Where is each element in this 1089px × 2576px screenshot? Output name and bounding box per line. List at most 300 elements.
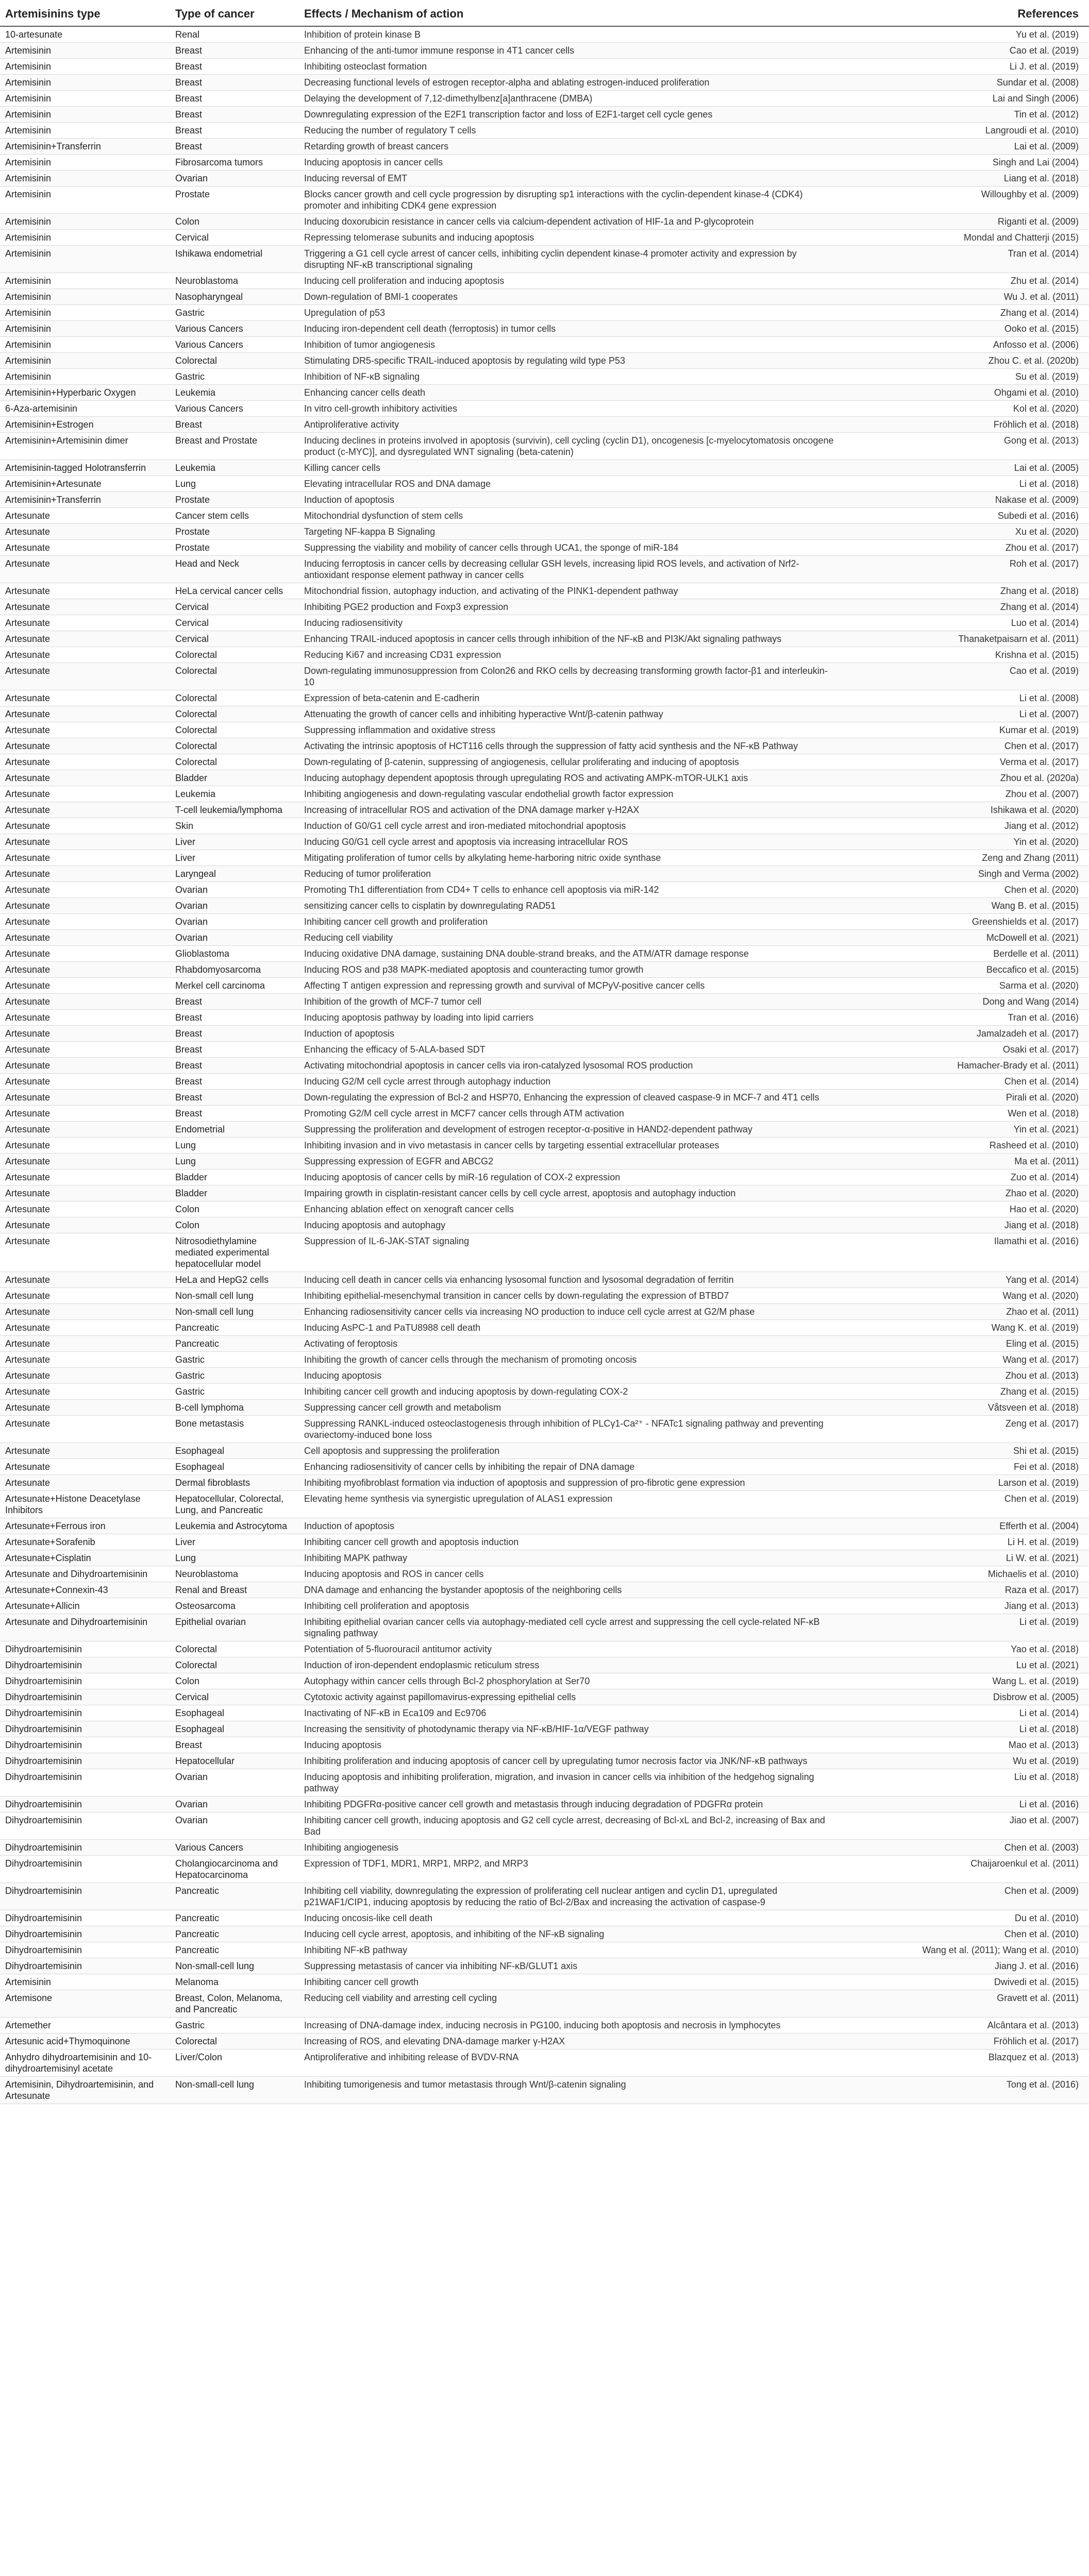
cell-reference: Efferth et al. (2004) xyxy=(840,1518,1089,1534)
cell-reference: Tran et al. (2016) xyxy=(840,1010,1089,1026)
cell-cancer-type: Breast and Prostate xyxy=(170,433,299,460)
cell-reference: Zhang et al. (2018) xyxy=(840,583,1089,599)
cell-reference: Zhou et al. (2007) xyxy=(840,786,1089,802)
cell-drug: Artesunate xyxy=(0,1170,170,1185)
cell-effect: Enhancing the efficacy of 5-ALA-based SDT xyxy=(299,1042,840,1058)
cell-cancer-type: Leukemia xyxy=(170,385,299,401)
cell-reference: Chen et al. (2009) xyxy=(840,1883,1089,1910)
cell-reference: Eling et al. (2015) xyxy=(840,1336,1089,1352)
cell-effect: Killing cancer cells xyxy=(299,460,840,476)
cell-reference: Wu et al. (2019) xyxy=(840,1753,1089,1769)
cell-reference: Gong et al. (2013) xyxy=(840,433,1089,460)
cell-cancer-type: Ovarian xyxy=(170,1812,299,1840)
table-row xyxy=(0,1753,1089,1769)
cell-cancer-type: Non-small cell lung xyxy=(170,1304,299,1320)
cell-reference: Jiang et al. (2018) xyxy=(840,1217,1089,1233)
table-row xyxy=(0,866,1089,882)
cell-effect: Increasing the sensitivity of photodynamic therapy via NF-κB/HIF-1α/VEGF pathway xyxy=(299,1721,840,1737)
cell-effect: Inducing autophagy dependent apoptosis through upregulating ROS and activating AMPK-mTOR-ULK1 axis xyxy=(299,770,840,786)
cell-reference: Langroudi et al. (2010) xyxy=(840,123,1089,139)
cell-effect: Increasing of ROS, and elevating DNA-damage marker γ-H2AX xyxy=(299,2033,840,2049)
cell-cancer-type: Esophageal xyxy=(170,1705,299,1721)
cell-cancer-type: Cervical xyxy=(170,599,299,615)
cell-reference: Michaelis et al. (2010) xyxy=(840,1566,1089,1582)
cell-reference: Ishikawa et al. (2020) xyxy=(840,802,1089,818)
cell-cancer-type: Breast xyxy=(170,994,299,1010)
cell-effect: Enhancing TRAIL-induced apoptosis in cancer cells through inhibition of the NF-κB and PI3K/Akt signaling pathways xyxy=(299,631,840,647)
cell-cancer-type: Nasopharyngeal xyxy=(170,289,299,305)
cell-reference: Krishna et al. (2015) xyxy=(840,647,1089,663)
cell-cancer-type: Leukemia and Astrocytoma xyxy=(170,1518,299,1534)
cell-cancer-type: Non-small-cell lung xyxy=(170,1958,299,1974)
table-row xyxy=(0,1958,1089,1974)
table-row xyxy=(0,1491,1089,1518)
cell-reference: Chen et al. (2014) xyxy=(840,1074,1089,1090)
cell-cancer-type: Cervical xyxy=(170,615,299,631)
cell-drug: Artemisinin xyxy=(0,369,170,385)
cell-reference: Thanaketpaisarn et al. (2011) xyxy=(840,631,1089,647)
cell-reference: Du et al. (2010) xyxy=(840,1910,1089,1926)
cell-drug: Artemisinin+Artemisinin dimer xyxy=(0,433,170,460)
cell-cancer-type: Bone metastasis xyxy=(170,1416,299,1443)
cell-cancer-type: Ovarian xyxy=(170,898,299,914)
cell-cancer-type: Lung xyxy=(170,1550,299,1566)
table-row xyxy=(0,914,1089,930)
cell-reference: McDowell et al. (2021) xyxy=(840,930,1089,946)
cell-effect: Inhibiting cancer cell growth xyxy=(299,1974,840,1990)
cell-cancer-type: Ovarian xyxy=(170,930,299,946)
cell-drug: Artemisinin+Hyperbaric Oxygen xyxy=(0,385,170,401)
cell-effect: Inducing cell death in cancer cells via enhancing lysosomal function and lysosomal degradation of ferritin xyxy=(299,1272,840,1288)
table-row xyxy=(0,1122,1089,1138)
table-row xyxy=(0,91,1089,107)
cell-effect: Suppressing the proliferation and development of estrogen receptor-α-positive in HAND2-dependent pathway xyxy=(299,1122,840,1138)
cell-effect: Inhibiting NF-κB pathway xyxy=(299,1942,840,1958)
cell-reference: Roh et al. (2017) xyxy=(840,556,1089,583)
cell-cancer-type: Head and Neck xyxy=(170,556,299,583)
cell-drug: Dihydroartemisinin xyxy=(0,1721,170,1737)
table-row xyxy=(0,1058,1089,1074)
cell-drug: Artesunate xyxy=(0,647,170,663)
cell-effect: Mitochondrial fission, autophagy induction, and activating of the PINK1-dependent pathway xyxy=(299,583,840,599)
cell-effect: Activating mitochondrial apoptosis in cancer cells via iron-catalyzed lysosomal ROS production xyxy=(299,1058,840,1074)
cell-drug: Artesunate xyxy=(0,690,170,706)
cell-reference: Li H. et al. (2019) xyxy=(840,1534,1089,1550)
cell-drug: Dihydroartemisinin xyxy=(0,1689,170,1705)
cell-effect: Activating the intrinsic apoptosis of HCT116 cells through the suppression of fatty acid synthesis and the NF-κB Pathway xyxy=(299,738,840,754)
table-row xyxy=(0,1320,1089,1336)
cell-effect: Inhibiting tumorigenesis and tumor metastasis through Wnt/β-catenin signaling xyxy=(299,2077,840,2104)
table-row xyxy=(0,385,1089,401)
table-row xyxy=(0,2018,1089,2033)
cell-drug: Artesunate xyxy=(0,524,170,540)
cell-drug: Artesunate xyxy=(0,1475,170,1491)
cell-drug: Artesunate xyxy=(0,706,170,722)
table-row xyxy=(0,770,1089,786)
table-row xyxy=(0,353,1089,369)
cell-effect: Inhibiting angiogenesis and down-regulating vascular endothelial growth factor expression xyxy=(299,786,840,802)
cell-effect: Inducing apoptosis pathway by loading into lipid carriers xyxy=(299,1010,840,1026)
cell-effect: Elevating heme synthesis via synergistic upregulation of ALAS1 expression xyxy=(299,1491,840,1518)
table-row xyxy=(0,631,1089,647)
cell-effect: Enhancing radiosensitivity cancer cells via increasing NO production to induce cell cycle arrest at G2/M phase xyxy=(299,1304,840,1320)
cell-effect: Inducing apoptosis and autophagy xyxy=(299,1217,840,1233)
table-row xyxy=(0,615,1089,631)
table-row xyxy=(0,802,1089,818)
cell-cancer-type: Gastric xyxy=(170,1384,299,1400)
cell-reference: Kumar et al. (2019) xyxy=(840,722,1089,738)
cell-reference: Disbrow et al. (2005) xyxy=(840,1689,1089,1705)
cell-reference: Li W. et al. (2021) xyxy=(840,1550,1089,1566)
cell-cancer-type: Ovarian xyxy=(170,1797,299,1812)
cell-cancer-type: Cervical xyxy=(170,1689,299,1705)
table-row xyxy=(0,599,1089,615)
cell-cancer-type: Rhabdomyosarcoma xyxy=(170,962,299,978)
cell-cancer-type: Breast xyxy=(170,123,299,139)
cell-drug: Artesunate xyxy=(0,1352,170,1368)
cell-cancer-type: Lung xyxy=(170,1138,299,1154)
cell-reference: Fröhlich et al. (2017) xyxy=(840,2033,1089,2049)
cell-reference: Jiao et al. (2007) xyxy=(840,1812,1089,1840)
cell-reference: Zhou et al. (2020a) xyxy=(840,770,1089,786)
table-row xyxy=(0,898,1089,914)
table-row xyxy=(0,401,1089,417)
table-row xyxy=(0,930,1089,946)
cell-effect: Down-regulating of β-catenin, suppressing of angiogenesis, cellular proliferating and inducing of apoptosis xyxy=(299,754,840,770)
table-row xyxy=(0,1201,1089,1217)
cell-cancer-type: Colorectal xyxy=(170,706,299,722)
table-row xyxy=(0,1352,1089,1368)
cell-cancer-type: Colorectal xyxy=(170,2033,299,2049)
cell-reference: Wang et al. (2017) xyxy=(840,1352,1089,1368)
table-row xyxy=(0,230,1089,246)
cell-drug: Artesunate xyxy=(0,978,170,994)
cell-effect: Suppressing metastasis of cancer via inhibiting NF-κB/GLUT1 axis xyxy=(299,1958,840,1974)
cell-effect: Upregulation of p53 xyxy=(299,305,840,321)
cell-reference: Liu et al. (2018) xyxy=(840,1769,1089,1797)
table-row xyxy=(0,738,1089,754)
cell-reference: Rasheed et al. (2010) xyxy=(840,1138,1089,1154)
cell-drug: Artesunate xyxy=(0,1122,170,1138)
table-row xyxy=(0,1010,1089,1026)
cell-drug: Artesunate xyxy=(0,631,170,647)
cell-drug: Dihydroartemisinin xyxy=(0,1958,170,1974)
cell-effect: Down-regulating immunosuppression from Colon26 and RKO cells by decreasing transforming growth factor-β1 and interleukin-10 xyxy=(299,663,840,690)
cell-cancer-type: Breast xyxy=(170,417,299,433)
cell-cancer-type: Colon xyxy=(170,1217,299,1233)
cell-cancer-type: Gastric xyxy=(170,1368,299,1384)
cell-effect: Suppressing expression of EGFR and ABCG2 xyxy=(299,1154,840,1170)
cell-reference: Singh and Lai (2004) xyxy=(840,155,1089,171)
cell-cancer-type: Esophageal xyxy=(170,1459,299,1475)
cell-effect: Reducing cell viability xyxy=(299,930,840,946)
cell-drug: Artesunate+Allicin xyxy=(0,1598,170,1614)
cell-drug: Artemisinin xyxy=(0,155,170,171)
cell-effect: Inhibiting myofibroblast formation via induction of apoptosis and suppression of pro-fibrotic gene expression xyxy=(299,1475,840,1491)
cell-drug: Artesunate xyxy=(0,898,170,914)
table-row xyxy=(0,1074,1089,1090)
cell-cancer-type: Pancreatic xyxy=(170,1336,299,1352)
cell-effect: Inhibiting epithelial ovarian cancer cells via autophagy-mediated cell cycle arrest and suppressing the cell cycle-related NF-κB signaling pathway xyxy=(299,1614,840,1641)
header-references: References xyxy=(840,0,1089,26)
cell-drug: Artesunate xyxy=(0,1042,170,1058)
cell-drug: Artesunate xyxy=(0,508,170,524)
cell-reference: Våtsveen et al. (2018) xyxy=(840,1400,1089,1416)
cell-reference: Berdelle et al. (2011) xyxy=(840,946,1089,962)
table-row xyxy=(0,1233,1089,1272)
cell-effect: Inhibiting cancer cell growth and inducing apoptosis by down-regulating COX-2 xyxy=(299,1384,840,1400)
cell-drug: Artesunate xyxy=(0,866,170,882)
cell-reference: Wang L. et al. (2019) xyxy=(840,1673,1089,1689)
cell-effect: Inducing AsPC-1 and PaTU8988 cell death xyxy=(299,1320,840,1336)
cell-drug: Artesunate xyxy=(0,946,170,962)
cell-effect: Inducing apoptosis and inhibiting proliferation, migration, and invasion in cancer cells via inhibition of the hedgehog signaling pathway xyxy=(299,1769,840,1797)
cell-drug: Artesunate xyxy=(0,1058,170,1074)
cell-effect: Inducing radiosensitivity xyxy=(299,615,840,631)
cell-reference: Zhou et al. (2013) xyxy=(840,1368,1089,1384)
table-row xyxy=(0,882,1089,898)
cell-drug: Dihydroartemisinin xyxy=(0,1737,170,1753)
cell-cancer-type: Melanoma xyxy=(170,1974,299,1990)
cell-cancer-type: Ishikawa endometrial xyxy=(170,246,299,273)
cell-cancer-type: Breast xyxy=(170,107,299,123)
cell-reference: Zhang et al. (2014) xyxy=(840,599,1089,615)
header-drug: Artemisinins type xyxy=(0,0,170,26)
table-row xyxy=(0,1689,1089,1705)
cell-effect: Inhibition of NF-κB signaling xyxy=(299,369,840,385)
cell-drug: Dihydroartemisinin xyxy=(0,1910,170,1926)
cell-drug: Artemisinin xyxy=(0,337,170,353)
table-row xyxy=(0,187,1089,214)
cell-drug: Artemisinin xyxy=(0,214,170,230)
cell-drug: Artesunate xyxy=(0,1272,170,1288)
cell-reference: Zhang et al. (2014) xyxy=(840,305,1089,321)
cell-drug: Dihydroartemisinin xyxy=(0,1673,170,1689)
cell-drug: Artesunate+Histone Deacetylase Inhibitors xyxy=(0,1491,170,1518)
cell-reference: Lai and Singh (2006) xyxy=(840,91,1089,107)
cell-drug: Artesunate xyxy=(0,599,170,615)
cell-cancer-type: Breast xyxy=(170,75,299,91)
cell-effect: Inducing doxorubicin resistance in cancer cells via calcium-dependent activation of HIF-1a and P-glycoprotein xyxy=(299,214,840,230)
table-row xyxy=(0,289,1089,305)
cell-effect: Inducing cell proliferation and inducing apoptosis xyxy=(299,273,840,289)
cell-reference: Lai et al. (2009) xyxy=(840,139,1089,155)
cell-effect: Inducing reversal of EMT xyxy=(299,171,840,187)
table-row xyxy=(0,433,1089,460)
table-row xyxy=(0,1042,1089,1058)
table-row xyxy=(0,492,1089,508)
cell-cancer-type: Gastric xyxy=(170,369,299,385)
cell-reference: Chen et al. (2019) xyxy=(840,1491,1089,1518)
cell-drug: Artesunate xyxy=(0,1185,170,1201)
cell-effect: Down-regulating the expression of Bcl-2 and HSP70, Enhancing the expression of cleaved caspase-9 in MCF-7 and 4T1 cells xyxy=(299,1090,840,1106)
cell-reference: Larson et al. (2019) xyxy=(840,1475,1089,1491)
cell-drug: Artemisinin xyxy=(0,1974,170,1990)
cell-cancer-type: Colorectal xyxy=(170,722,299,738)
cell-reference: Lu et al. (2021) xyxy=(840,1657,1089,1673)
cell-cancer-type: HeLa and HepG2 cells xyxy=(170,1272,299,1288)
cell-cancer-type: Pancreatic xyxy=(170,1320,299,1336)
cell-reference: Zhou et al. (2017) xyxy=(840,540,1089,556)
cell-effect: Impairing growth in cisplatin-resistant cancer cells by cell cycle arrest, apoptosis and autophagy induction xyxy=(299,1185,840,1201)
table-row xyxy=(0,1154,1089,1170)
cell-drug: Artemisinin xyxy=(0,43,170,59)
cell-cancer-type: Colorectal xyxy=(170,353,299,369)
cell-effect: Suppressing cancer cell growth and metabolism xyxy=(299,1400,840,1416)
cell-drug: 10-artesunate xyxy=(0,26,170,43)
cell-cancer-type: Colon xyxy=(170,1201,299,1217)
cell-effect: Activating of feroptosis xyxy=(299,1336,840,1352)
cell-drug: Artesunate+Connexin-43 xyxy=(0,1582,170,1598)
table-row xyxy=(0,337,1089,353)
cell-effect: Down-regulation of BMI-1 cooperates xyxy=(299,289,840,305)
cell-effect: Inducing iron-dependent cell death (ferroptosis) in tumor cells xyxy=(299,321,840,337)
table-row xyxy=(0,1856,1089,1883)
cell-cancer-type: Colon xyxy=(170,214,299,230)
table-row xyxy=(0,1459,1089,1475)
table-row xyxy=(0,1797,1089,1812)
table-row xyxy=(0,1400,1089,1416)
cell-drug: Artesunate xyxy=(0,1320,170,1336)
cell-drug: Anhydro dihydroartemisinin and 10-dihydroartemisinyl acetate xyxy=(0,2049,170,2077)
table-row xyxy=(0,1106,1089,1122)
cell-cancer-type: Neuroblastoma xyxy=(170,273,299,289)
cell-cancer-type: Cervical xyxy=(170,631,299,647)
cell-effect: Targeting NF-kappa B Signaling xyxy=(299,524,840,540)
table-row xyxy=(0,1721,1089,1737)
cell-effect: Stimulating DR5-specific TRAIL-induced apoptosis by regulating wild type P53 xyxy=(299,353,840,369)
table-row xyxy=(0,155,1089,171)
cell-cancer-type: T-cell leukemia/lymphoma xyxy=(170,802,299,818)
table-row xyxy=(0,1272,1089,1288)
cell-effect: Inhibiting the growth of cancer cells through the mechanism of promoting oncosis xyxy=(299,1352,840,1368)
cell-reference: Zuo et al. (2014) xyxy=(840,1170,1089,1185)
cell-cancer-type: Leukemia xyxy=(170,460,299,476)
cell-effect: Inhibiting cell proliferation and apoptosis xyxy=(299,1598,840,1614)
table-row xyxy=(0,1840,1089,1856)
cell-cancer-type: Bladder xyxy=(170,1185,299,1201)
cell-effect: Inhibiting cancer cell growth and proliferation xyxy=(299,914,840,930)
cell-reference: Anfosso et al. (2006) xyxy=(840,337,1089,353)
cell-reference: Tin et al. (2012) xyxy=(840,107,1089,123)
cell-reference: Yang et al. (2014) xyxy=(840,1272,1089,1288)
cell-drug: Dihydroartemisinin xyxy=(0,1856,170,1883)
cell-drug: Artemisinin xyxy=(0,107,170,123)
table-row xyxy=(0,305,1089,321)
cell-cancer-type: Colorectal xyxy=(170,1657,299,1673)
cell-cancer-type: Colorectal xyxy=(170,754,299,770)
cell-reference: Hamacher-Brady et al. (2011) xyxy=(840,1058,1089,1074)
cell-drug: Artesunate xyxy=(0,850,170,866)
cell-cancer-type: Breast xyxy=(170,59,299,75)
cell-drug: Artesunate xyxy=(0,818,170,834)
cell-effect: Potentiation of 5-fluorouracil antitumor activity xyxy=(299,1641,840,1657)
cell-drug: Dihydroartemisinin xyxy=(0,1753,170,1769)
cell-cancer-type: Non-small-cell lung xyxy=(170,2077,299,2104)
cell-reference: Tran et al. (2014) xyxy=(840,246,1089,273)
table-row xyxy=(0,417,1089,433)
cell-effect: Induction of G0/G1 cell cycle arrest and iron-mediated mitochondrial apoptosis xyxy=(299,818,840,834)
header-cancer: Type of cancer xyxy=(170,0,299,26)
cell-cancer-type: Nitrosodiethylamine mediated experimental hepatocellular model xyxy=(170,1233,299,1272)
table-row xyxy=(0,978,1089,994)
cell-drug: Dihydroartemisinin xyxy=(0,1840,170,1856)
cell-effect: Blocks cancer growth and cell cycle progression by disrupting sp1 interactions with the cyclin-dependent kinase-4 (CDK4) promoter and inhibiting CDK4 gene expression xyxy=(299,187,840,214)
table-row xyxy=(0,1910,1089,1926)
cell-effect: Reducing the number of regulatory T cells xyxy=(299,123,840,139)
cell-effect: Inhibiting epithelial-mesenchymal transition in cancer cells by down-regulating the expression of BTBD7 xyxy=(299,1288,840,1304)
cell-reference: Jiang J. et al. (2016) xyxy=(840,1958,1089,1974)
cell-drug: Artesunate xyxy=(0,1154,170,1170)
cell-reference: Luo et al. (2014) xyxy=(840,615,1089,631)
cell-effect: Cytotoxic activity against papillomavirus-expressing epithelial cells xyxy=(299,1689,840,1705)
cell-cancer-type: Esophageal xyxy=(170,1721,299,1737)
table-row xyxy=(0,962,1089,978)
table-row xyxy=(0,1443,1089,1459)
cell-drug: Artesunate xyxy=(0,802,170,818)
cell-cancer-type: Renal and Breast xyxy=(170,1582,299,1598)
cell-cancer-type: Gastric xyxy=(170,1352,299,1368)
cell-cancer-type: Liver xyxy=(170,834,299,850)
cell-cancer-type: Liver xyxy=(170,850,299,866)
table-row xyxy=(0,508,1089,524)
cell-cancer-type: Various Cancers xyxy=(170,401,299,417)
cell-drug: Artemisinin+Transferrin xyxy=(0,492,170,508)
cell-drug: Artesunate xyxy=(0,1217,170,1233)
table-row xyxy=(0,139,1089,155)
cell-drug: Artemisinin xyxy=(0,171,170,187)
cell-cancer-type: HeLa cervical cancer cells xyxy=(170,583,299,599)
cell-cancer-type: Cervical xyxy=(170,230,299,246)
table-row xyxy=(0,1026,1089,1042)
cell-cancer-type: Epithelial ovarian xyxy=(170,1614,299,1641)
cell-effect: Mitigating proliferation of tumor cells by alkylating heme-harboring nitric oxide synthase xyxy=(299,850,840,866)
cell-reference: Liang et al. (2018) xyxy=(840,171,1089,187)
cell-cancer-type: Colorectal xyxy=(170,663,299,690)
table-row xyxy=(0,75,1089,91)
header-effect: Effects / Mechanism of action xyxy=(299,0,840,26)
table-row xyxy=(0,321,1089,337)
cell-cancer-type: Pancreatic xyxy=(170,1926,299,1942)
cell-cancer-type: Gastric xyxy=(170,305,299,321)
table-row xyxy=(0,214,1089,230)
cell-drug: Artemisinin xyxy=(0,353,170,369)
cell-reference: Cao et al. (2019) xyxy=(840,663,1089,690)
cell-reference: Li J. et al. (2019) xyxy=(840,59,1089,75)
cell-effect: Inhibiting proliferation and inducing apoptosis of cancer cell by upregulating tumor necrosis factor via JNK/NF-κB pathways xyxy=(299,1753,840,1769)
cell-effect: Inhibiting angiogenesis xyxy=(299,1840,840,1856)
table-row xyxy=(0,59,1089,75)
cell-cancer-type: Breast xyxy=(170,1058,299,1074)
cell-cancer-type: Ovarian xyxy=(170,1769,299,1797)
cell-cancer-type: Dermal fibroblasts xyxy=(170,1475,299,1491)
cell-reference: Shi et al. (2015) xyxy=(840,1443,1089,1459)
cell-drug: Artesunate xyxy=(0,1026,170,1042)
cell-reference: Sarma et al. (2020) xyxy=(840,978,1089,994)
cell-effect: Induction of apoptosis xyxy=(299,1026,840,1042)
cell-cancer-type: Various Cancers xyxy=(170,1840,299,1856)
cell-drug: Artesunate xyxy=(0,1233,170,1272)
table-row xyxy=(0,1614,1089,1641)
cell-effect: Inducing apoptosis xyxy=(299,1737,840,1753)
cell-reference: Xu et al. (2020) xyxy=(840,524,1089,540)
cell-reference: Li et al. (2019) xyxy=(840,1614,1089,1641)
cell-cancer-type: Hepatocellular, Colorectal, Lung, and Pancreatic xyxy=(170,1491,299,1518)
cell-effect: Suppression of IL-6-JAK-STAT signaling xyxy=(299,1233,840,1272)
cell-cancer-type: Gastric xyxy=(170,2018,299,2033)
cell-effect: Inducing apoptosis and ROS in cancer cells xyxy=(299,1566,840,1582)
cell-drug: Artemisinin xyxy=(0,289,170,305)
